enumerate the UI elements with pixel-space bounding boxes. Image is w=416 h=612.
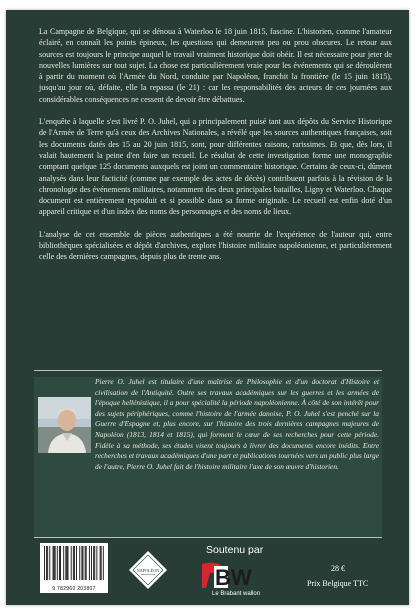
- description-paragraph-2: L'enquête à laquelle s'est livré P. O. Juhel, qui a principalement puisé tant aux dépôts du Service Historique de l'Armée de Terre qu'à ceux des Archives Nationales, a révélé que les sources authentiques françaises, soit les documents datés des 15 au 20 juin 1815, sont, pour différentes raisons, rarissimes. Et que, dès lors, il valait hautement la peine d'en faire un recueil. Le résultat de cette investigation forme une monographie comptant quelque 125 documents auxquels est joint un commentaire historique. Certains de ceux-ci, dûment analysés dans leur facticité (comme par exemple des actes de décès) contribuent parfois à la révision de la chronologie des événements militaires, notamment des deux principales batailles, Ligny et Waterloo. Chaque document est entièrement reproduit et si possible dans sa forme originale. Le recueil est enfin doté d'un appareil critique et d'un index des noms des personnages et des noms de lieux.: [39, 117, 392, 217]
- divider-bottom: [34, 537, 382, 538]
- isbn-barcode: [40, 543, 108, 593]
- publisher-logo: [128, 550, 168, 590]
- brabant-wallon-logo-text: BW: [215, 565, 252, 590]
- description-block: [39, 26, 392, 270]
- description-paragraph-1: La Campagne de Belgique, qui se dénoua à Waterloo le 18 juin 1815, fascine. L'historien, comme l'amateur éclairé, en connaît les points épineux, les questions qui demeurent peu ou prou obscures. Le retour aux sources est toujours le principe auquel le travail vraiment historique doit obéir. Il est nécessaire pour jeter de nouvelles lumières sur tout sujet. La chose est particulièrement vraie pour les événements qui se déroulèrent à partir du moment où l'Armée du Nord, conduite par Napoléon, franchit la frontière (le 15 juin 1815), jusqu'au jour où, défaite, elle la repassa (le 21) : car les responsabilités des acteurs de ces journées aux considérables conséquences ne cessent de devoir être débattues.: [39, 27, 392, 104]
- divider-top: [34, 370, 382, 371]
- brabant-wallon-logo: [200, 560, 260, 590]
- barcode-number: 9 782960 203807: [52, 586, 96, 592]
- price-value: 28 €: [331, 564, 345, 573]
- barcode-bars: [40, 543, 108, 585]
- author-photo: [38, 397, 91, 453]
- sponsor-org-name: Le Brabant wallon: [212, 591, 261, 597]
- author-bio-text: Pierre O. Juhel est titulaire d'une maîtrise de Philosophie et d'un doctorat d'Histoire et civilisation de l'Antiquité. Outre ses travaux académiques sur les guerres et les armées de l'époque hellénistique, il a pour spécialité la période napoléonienne. À côté de son intérêt pour des sujets périphériques, comme l'histoire de l'armée danoise, P. O. Juhel s'est penché sur la Guerre d'Espagne et, plus encore, sur l'histoire des trois dernières campagnes majeures de Napoléon (1813, 1814 et 1815), qui forment le cœur de ses recherches pour cette période. Fidèle à sa méthode, ses études visent toujours à livrer des documents encore inédits. Entre recherches et travaux académiques d'une part et publications tournées vers un public plus large de l'autre, Pierre O. Juhel fait de l'histoire militaire l'axe de son œuvre d'historien.: [95, 377, 379, 471]
- sponsor-label: Soutenu par: [206, 544, 264, 556]
- author-bio-box: [34, 377, 382, 537]
- price-label: Prix Belgique TTC: [307, 579, 369, 588]
- book-back-cover: [6, 10, 409, 605]
- publisher-logo-text: NAPOLÉON: [136, 568, 160, 573]
- description-paragraph-3: L'analyse de cet ensemble de pièces authentiques a été nourrie de l'expérience de l'auteur qui, entre bibliothèques spécialisées et dépôt d'archives, explore l'histoire militaire napoléonienne, et particulièrement celle des dernières campagnes, depuis plus de trente ans.: [39, 229, 392, 262]
